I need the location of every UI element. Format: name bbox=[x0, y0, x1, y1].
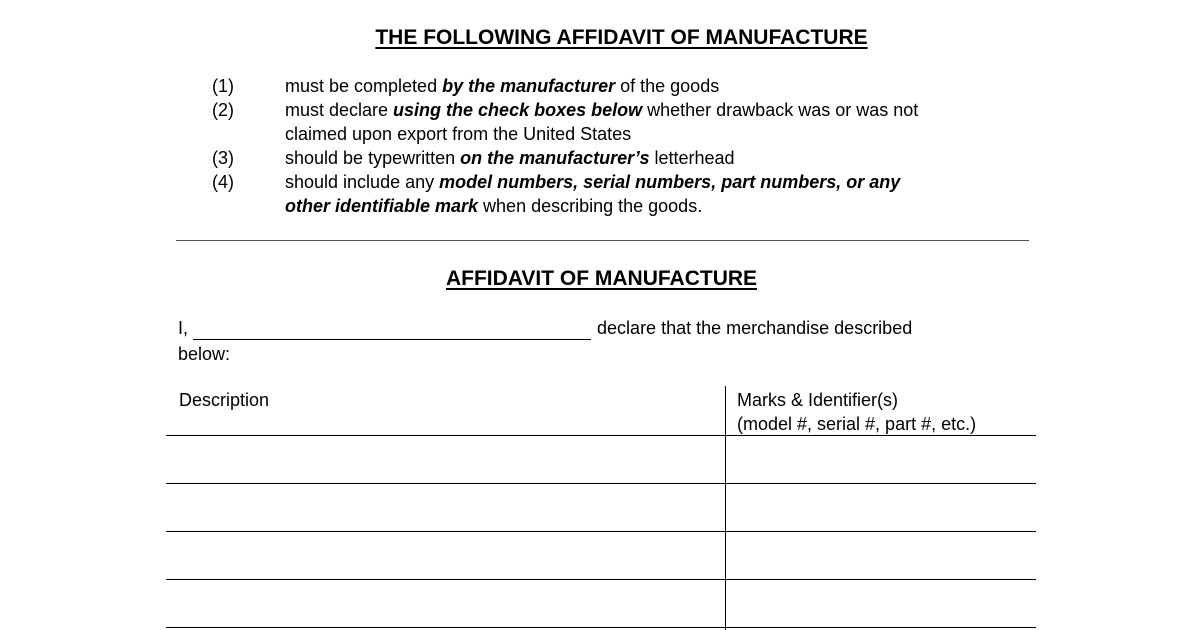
plain-text: of the goods bbox=[615, 76, 720, 96]
goods-table bbox=[166, 386, 1036, 630]
requirement-text bbox=[285, 146, 1025, 170]
requirement-text bbox=[285, 98, 1025, 122]
emphasized-text: using the check boxes below bbox=[393, 100, 643, 120]
requirement-text bbox=[285, 194, 1025, 218]
requirement-number: (2) bbox=[212, 100, 234, 120]
column-header-marks-subtitle: (model #, serial #, part #, etc.) bbox=[737, 414, 977, 434]
plain-text: whether drawback was or was not bbox=[642, 100, 919, 120]
plain-text: should include any bbox=[285, 172, 440, 192]
table-header-rule bbox=[166, 435, 1036, 436]
declaration-line bbox=[178, 316, 1078, 340]
requirement-number: (1) bbox=[212, 76, 234, 96]
emphasized-text: on the manufacturer’s bbox=[460, 148, 650, 168]
requirement-number: (4) bbox=[212, 172, 234, 192]
table-row-rule bbox=[166, 627, 1036, 628]
table-row-rule bbox=[166, 579, 1036, 580]
declarant-name-field[interactable] bbox=[193, 319, 591, 340]
table-row-rule bbox=[166, 483, 1036, 484]
emphasized-text: model numbers, serial numbers, part numbers, or any bbox=[439, 172, 901, 192]
plain-text: must be completed bbox=[285, 76, 443, 96]
plain-text: should be typewritten bbox=[285, 148, 461, 168]
affidavit-title: AFFIDAVIT OF MANUFACTURE bbox=[445, 267, 758, 290]
table-row-rule bbox=[166, 531, 1036, 532]
plain-text: when describing the goods. bbox=[478, 196, 703, 216]
plain-text: must declare bbox=[285, 100, 394, 120]
plain-text: claimed upon export from the United States bbox=[285, 124, 632, 144]
section-divider bbox=[176, 240, 1029, 241]
top-title: THE FOLLOWING AFFIDAVIT OF MANUFACTURE bbox=[375, 26, 868, 49]
column-divider bbox=[725, 386, 726, 630]
column-header-description: Description bbox=[179, 390, 270, 410]
requirement-text bbox=[285, 122, 1025, 146]
requirement-text bbox=[285, 170, 1025, 194]
column-header-marks: Marks & Identifier(s) bbox=[737, 390, 899, 410]
requirement-text bbox=[285, 74, 1025, 98]
declaration-continuation: below: bbox=[178, 344, 231, 364]
declaration-prefix: I, bbox=[178, 318, 189, 338]
emphasized-text: by the manufacturer bbox=[442, 76, 616, 96]
plain-text: letterhead bbox=[649, 148, 735, 168]
emphasized-text: other identifiable mark bbox=[285, 196, 479, 216]
declaration-suffix: declare that the merchandise described bbox=[597, 318, 913, 338]
requirement-number: (3) bbox=[212, 148, 234, 168]
